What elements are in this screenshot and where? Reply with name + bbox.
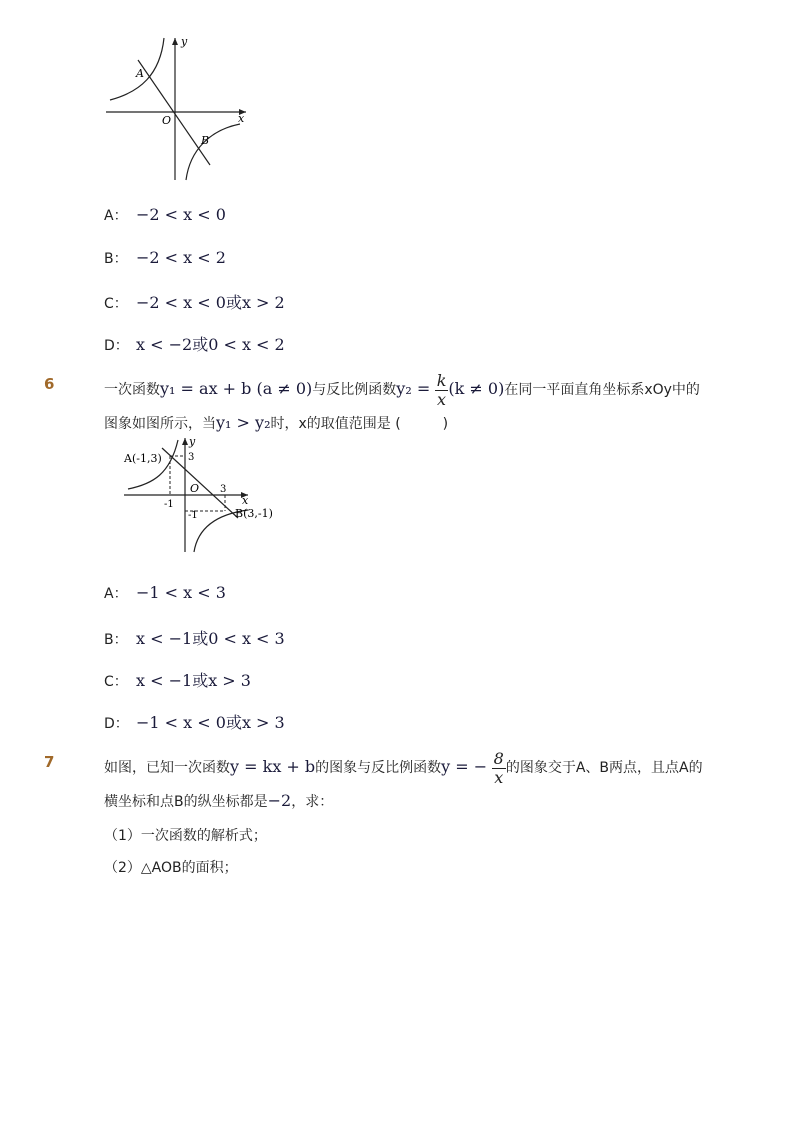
q5-option-c-key: C： xyxy=(104,296,128,312)
q5-y-arrow-icon xyxy=(172,38,178,45)
q5-option-a-text: −2 < x < 0 xyxy=(136,205,226,224)
q7-stem-b: 的图象与反比例函数 xyxy=(315,760,442,776)
q5-option-c[interactable] xyxy=(104,290,285,313)
q5-hyperbola-right xyxy=(186,124,240,180)
q5-label-A: A xyxy=(136,67,144,80)
q7-stem-line2-math: −2 xyxy=(267,791,292,810)
q6-option-c-key: C： xyxy=(104,674,128,690)
q6-stem-line2-math: y₁ > y₂ xyxy=(216,413,271,432)
q7-stem-math2: y = − xyxy=(441,757,488,776)
q6-frac-den: x xyxy=(437,389,447,409)
q6-tick-m1y: -1 xyxy=(188,510,198,521)
q5-label-y: y xyxy=(181,35,188,48)
q5-option-d-text: x < −2或0 < x < 2 xyxy=(136,335,285,354)
q6-label-B: B(3,-1) xyxy=(235,507,273,520)
q5-label-x: x xyxy=(238,112,245,125)
q6-fraction xyxy=(435,372,449,409)
q7-stem-c: 的图象交于A、B两点，且点A的 xyxy=(505,760,703,776)
q6-stem-part1: 一次函数 xyxy=(104,382,160,398)
q6-stem-line1 xyxy=(104,370,700,409)
q6-stem-line2-b: 时，x的取值范围是 ( ) xyxy=(270,416,449,432)
q5-option-d-key: D： xyxy=(104,338,129,354)
q7-frac-num: 8 xyxy=(493,748,504,768)
q5-option-c-text: −2 < x < 0或x > 2 xyxy=(136,293,285,312)
q7-stem-a: 如图，已知一次函数 xyxy=(104,760,230,776)
q6-frac-num: k xyxy=(436,370,447,390)
q6-stem-line2-a: 图象如图所示，当 xyxy=(104,416,216,432)
q5-option-d[interactable] xyxy=(104,332,285,355)
q6-label-A: A(-1,3) xyxy=(124,452,162,465)
q5-label-O: O xyxy=(162,114,172,127)
q6-stem-math2: y₂ = xyxy=(396,379,431,398)
q6-label-x: x xyxy=(242,494,249,507)
q5-option-a[interactable] xyxy=(104,205,226,225)
q6-option-b-text: x < −1或0 < x < 3 xyxy=(136,629,285,648)
q6-stem-part2: 与反比例函数 xyxy=(312,382,397,398)
q7-subquestion-2: （2）△AOB的面积； xyxy=(104,860,238,876)
q6-stem-part3: 在同一平面直角坐标系xOy中的 xyxy=(504,382,700,398)
q5-option-b[interactable] xyxy=(104,248,226,268)
q6-option-d-text: −1 < x < 0或x > 3 xyxy=(136,713,285,732)
q7-frac-den: x xyxy=(494,767,504,787)
q5-option-b-text: −2 < x < 2 xyxy=(136,248,226,267)
q6-option-a-key: A： xyxy=(104,586,128,602)
q5-option-a-key: A： xyxy=(104,208,128,224)
q6-tick-3y: 3 xyxy=(188,452,195,463)
q6-option-d[interactable] xyxy=(104,710,285,733)
q7-stem-line2 xyxy=(104,791,333,811)
q6-tick-m1x: -1 xyxy=(164,499,174,510)
q7-number: 7 xyxy=(44,753,55,771)
q6-option-a-text: −1 < x < 3 xyxy=(136,583,226,602)
q6-option-a[interactable] xyxy=(104,583,226,603)
q6-option-d-key: D： xyxy=(104,716,129,732)
q7-subquestion-1: （1）一次函数的解析式； xyxy=(104,828,267,844)
q5-figure xyxy=(100,30,260,185)
q6-y-arrow-icon xyxy=(182,438,188,445)
q5-option-b-key: B： xyxy=(104,251,128,267)
q6-label-O: O xyxy=(190,482,200,495)
q6-option-c-text: x < −1或x > 3 xyxy=(136,671,251,690)
q6-stem-line2 xyxy=(104,413,448,433)
q6-figure xyxy=(118,432,288,557)
q6-option-c[interactable] xyxy=(104,668,251,691)
q7-fraction xyxy=(492,750,506,787)
q6-option-b-key: B： xyxy=(104,632,128,648)
q7-stem-line2-text: 横坐标和点B的纵坐标都是 xyxy=(104,794,268,810)
q7-stem-line2-end: ，求： xyxy=(291,794,334,810)
q6-stem-math3: (k ≠ 0) xyxy=(448,379,505,398)
q6-label-y: y xyxy=(189,435,196,448)
q6-number: 6 xyxy=(44,375,55,393)
q6-tick-3x: 3 xyxy=(220,484,227,495)
q5-label-B: B xyxy=(201,134,210,147)
q6-stem-math1: y₁ = ax + b (a ≠ 0) xyxy=(160,379,313,398)
q6-option-b[interactable] xyxy=(104,626,285,649)
q7-stem-math1: y = kx + b xyxy=(230,757,316,776)
q7-stem-line1 xyxy=(104,748,703,787)
